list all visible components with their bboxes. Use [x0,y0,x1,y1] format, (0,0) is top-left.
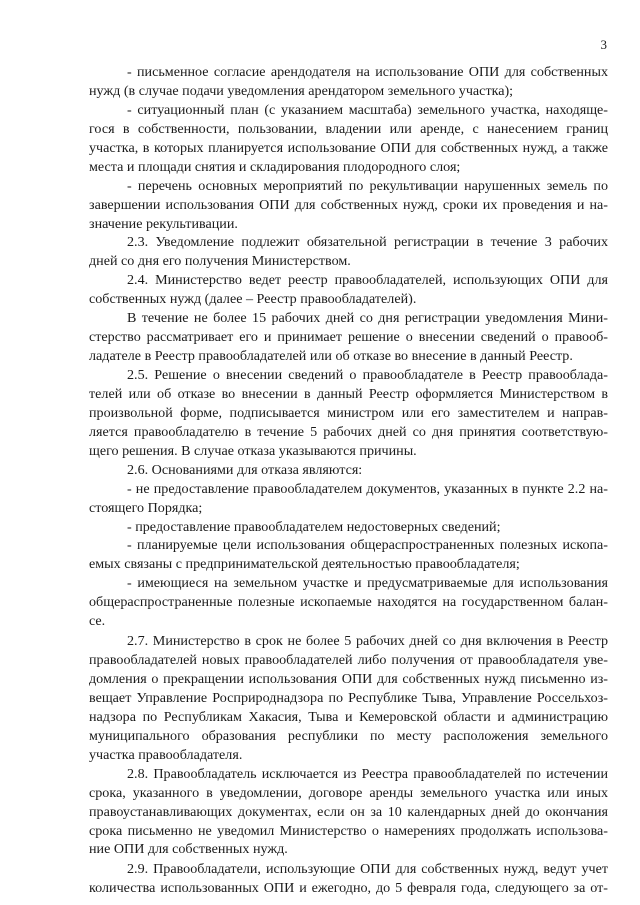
text-line: домления о прекращении использования ОПИ для собственных нужд письменно из- [89,671,608,687]
text-line: гося в собственности, пользовании, владении или аренде, с нанесением границ [89,120,608,137]
text-line: правоустанавливающих документах, если он за 10 календарных дней до окончания [89,803,608,820]
text-line: 2.6. Основаниями для отказа являются: [127,461,363,478]
text-line: емых связаны с предпринимательской деятельностью правообладателя; [89,556,520,573]
text-line: места и площади снятия и складирования плодородного слоя; [89,158,461,175]
text-line: - предоставление правообладателем недостоверных сведений; [127,518,501,535]
page-number: 3 [600,37,607,52]
text-line: стерство рассматривает его и принимает решение о внесении сведений о правооб- [89,329,608,346]
text-line: стоящего Порядка; [89,499,203,516]
document-body [89,63,608,898]
text-line: участка, в которых планируется использование ОПИ для собственных нужд, а также [89,139,608,156]
text-line: 2.7. Министерство в срок не более 5 рабочих дней со дня включения в Реестр [127,633,608,650]
text-line: - планируемые цели использования общераспространенных полезных ископа- [127,537,608,554]
text-line: ладателе в Реестр правообладателей или об отказе во внесение в данный Реестр. [89,348,573,365]
text-line: - имеющиеся на земельном участке и предусматриваемые для использования [127,575,608,592]
text-line: ние ОПИ для собственных нужд. [89,841,288,858]
text-line: участка правообладателя. [89,746,243,763]
text-line: значение рекультивации. [89,215,238,232]
text-line: - письменное согласие арендодателя на использование ОПИ для собственных [127,64,608,80]
text-line: - ситуационный план (с указанием масштаба) земельного участка, находяще- [127,101,608,118]
text-line: телей или об отказе во внесении в данный Реестр оформляется Министерством в [89,385,608,402]
text-line: завершении использования ОПИ для собственных нужд, сроки их проведения и на- [89,196,608,213]
text-line: муниципального образования республики по месту расположения земельного [89,727,608,744]
text-line: щего решения. В случае отказа указываются причины. [89,442,417,459]
text-line: нужд (в случае подачи уведомления арендатором земельного участка); [89,82,514,99]
text-line: 2.8. Правообладатель исключается из Реестра правообладателей по истечении [127,765,608,782]
text-line: 2.9. Правообладатели, использующие ОПИ для собственных нужд, ведут учет [127,861,608,878]
text-line: 2.5. Решение о внесении сведений о правообладателе в Реестр правооблада- [127,367,608,383]
text-line: произвольной форме, подписывается министром или его заместителем и направ- [89,404,608,421]
text-line: надзора по Республикам Хакасия, Тыва и Кемеровской области и администрацию [89,708,608,725]
text-line: срока, указанного в уведомлении, договоре аренды земельного участка или иных [89,784,608,801]
text-line: количества использованных ОПИ и ежегодно, до 5 февраля года, следующего за от- [89,880,608,897]
text-line: общераспространенные полезные ископаемые находятся на государственном балан- [89,594,608,611]
text-line: се. [89,613,106,630]
text-line: 2.3. Уведомление подлежит обязательной регистрации в течение 3 рабочих [127,234,608,251]
text-line: ляется правообладателю в течение 5 рабочих дней со дня принятия соответствую- [89,423,608,440]
text-line: - перечень основных мероприятий по рекультивации нарушенных земель по [127,177,608,194]
text-line: В течение не более 15 рабочих дней со дня регистрации уведомления Мини- [127,310,608,327]
text-line: вещает Управление Росприроднадзора по Республике Тыва, Управление Россельхоз- [89,689,608,706]
text-line: дней со дня его получения Министерством. [89,253,351,270]
text-line: - не предоставление правообладателем документов, указанных в пункте 2.2 на- [127,480,608,497]
text-line: правообладателей новых правообладателей либо получения от правообладателя уве- [89,652,608,669]
text-line: собственных нужд (далее – Реестр правообладателей). [89,291,417,308]
text-line: срока письменно не уведомил Министерство о намерениях продолжать использова- [89,822,608,839]
text-line: 2.4. Министерство ведет реестр правообладателей, использующих ОПИ для [127,272,608,289]
